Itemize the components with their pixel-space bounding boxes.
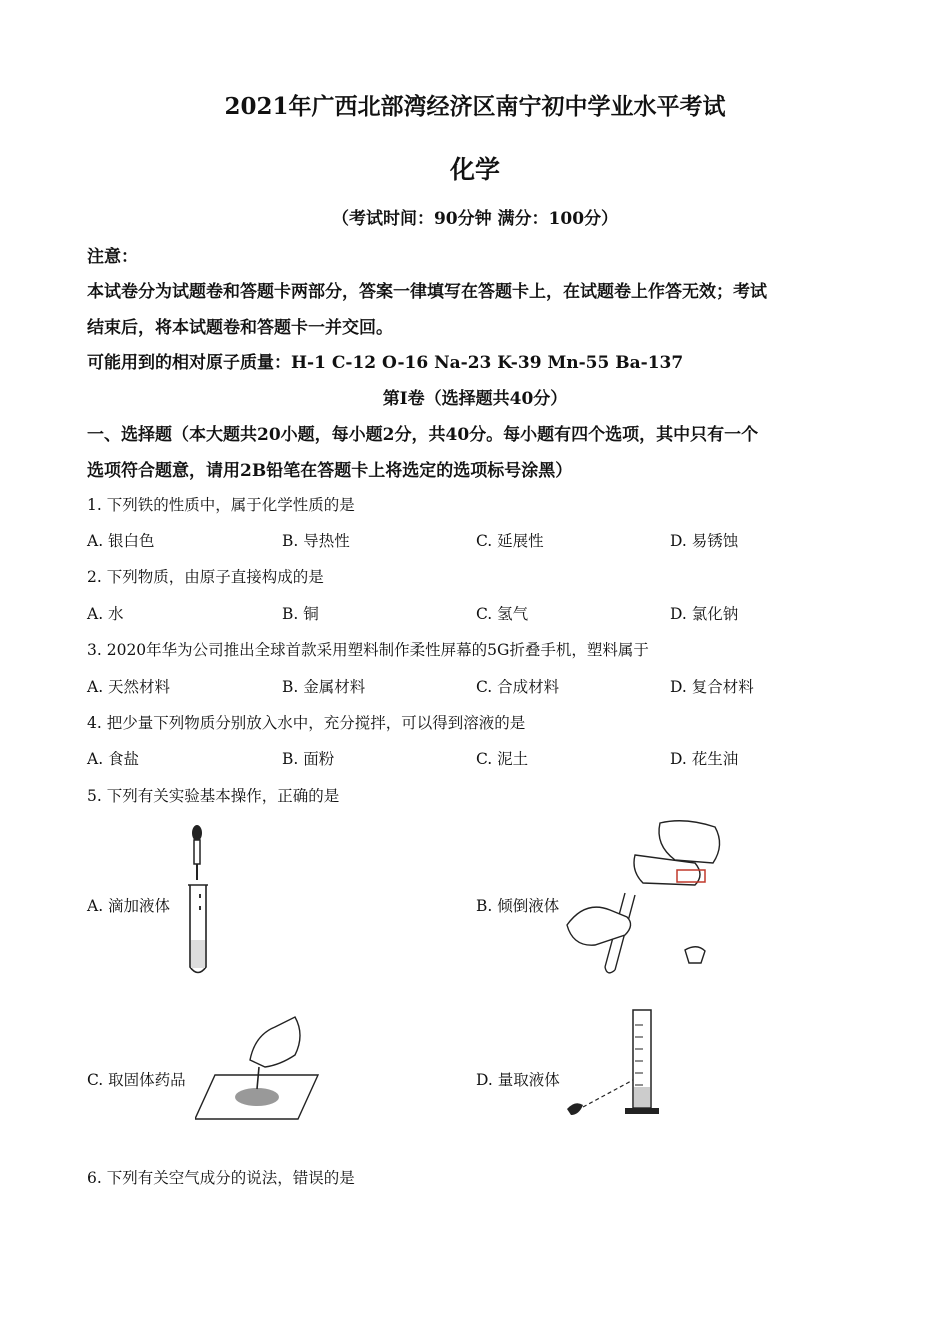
question-4-stem: 4. 把少量下列物质分别放入水中，充分搅拌，可以得到溶液的是 bbox=[87, 714, 526, 732]
q5-option-c: C. 取固体药品 bbox=[87, 1071, 186, 1089]
section-intro-line-2: 选项符合题意，请用2B铅笔在答题卡上将选定的选项标号涂黑） bbox=[87, 461, 573, 481]
atomic-masses: 可能用到的相对原子质量：H-1 C-12 O-16 Na-23 K-39 Mn-55 Ba-137 bbox=[87, 353, 684, 373]
question-6-stem: 6. 下列有关空气成分的说法，错误的是 bbox=[87, 1169, 355, 1187]
q5-option-b: B. 倾倒液体 bbox=[476, 897, 560, 915]
q3-option-b: B. 金属材料 bbox=[282, 678, 366, 696]
q1-option-c: C. 延展性 bbox=[476, 532, 544, 550]
section-intro-line-1: 一、选择题（本大题共20小题，每小题2分，共40分。每小题有四个选项，其中只有一个 bbox=[87, 425, 759, 445]
q3-option-d: D. 复合材料 bbox=[670, 678, 754, 696]
subject-title: 化学 bbox=[449, 155, 500, 184]
q2-option-d: D. 氯化钠 bbox=[670, 605, 739, 623]
q2-option-b: B. 铜 bbox=[282, 605, 319, 623]
notes-line-2: 结束后，将本试题卷和答题卡一并交回。 bbox=[87, 318, 393, 338]
q4-option-a: A. 食盐 bbox=[87, 750, 140, 768]
question-3-stem: 3. 2020年华为公司推出全球首款采用塑料制作柔性屏幕的5G折叠手机，塑料属于 bbox=[87, 641, 649, 659]
q1-option-b: B. 导热性 bbox=[282, 532, 350, 550]
q5-option-a: A. 滴加液体 bbox=[87, 897, 171, 915]
question-1-stem: 1. 下列铁的性质中，属于化学性质的是 bbox=[87, 496, 355, 514]
part1-title: 第Ⅰ卷（选择题共40分） bbox=[382, 389, 568, 409]
question-2-stem: 2. 下列物质，由原子直接构成的是 bbox=[87, 568, 324, 586]
pouring-liquid-illustration bbox=[565, 815, 730, 980]
solid-reagent-illustration bbox=[195, 1015, 320, 1123]
q3-option-a: A. 天然材料 bbox=[87, 678, 171, 696]
q4-option-b: B. 面粉 bbox=[282, 750, 335, 768]
exam-title: 2021年广西北部湾经济区南宁初中学业水平考试 bbox=[224, 93, 726, 120]
q4-option-c: C. 泥土 bbox=[476, 750, 529, 768]
dropper-illustration bbox=[180, 822, 225, 980]
q4-option-d: D. 花生油 bbox=[670, 750, 739, 768]
q2-option-c: C. 氢气 bbox=[476, 605, 529, 623]
notes-label: 注意： bbox=[87, 247, 138, 267]
exam-info: （考试时间：90分钟 满分：100分） bbox=[331, 209, 619, 229]
q2-option-a: A. 水 bbox=[87, 605, 124, 623]
q5-option-d: D. 量取液体 bbox=[476, 1071, 560, 1089]
measuring-cylinder-illustration bbox=[565, 1005, 670, 1125]
question-5-stem: 5. 下列有关实验基本操作，正确的是 bbox=[87, 787, 340, 805]
q1-option-d: D. 易锈蚀 bbox=[670, 532, 739, 550]
q1-option-a: A. 银白色 bbox=[87, 532, 155, 550]
q3-option-c: C. 合成材料 bbox=[476, 678, 560, 696]
notes-line-1: 本试卷分为试题卷和答题卡两部分，答案一律填写在答题卡上，在试题卷上作答无效；考试 bbox=[87, 282, 767, 302]
